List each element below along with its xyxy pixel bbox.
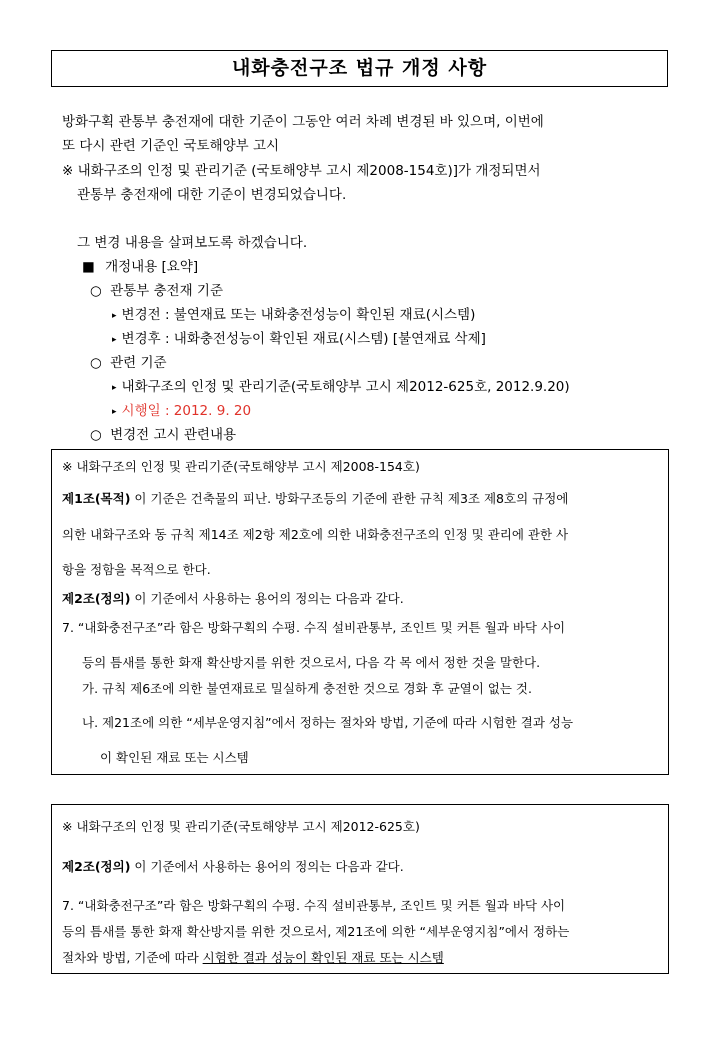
item-before-text: 변경전 : 불연재료 또는 내화충전성능이 확인된 재료(시스템) <box>121 307 476 323</box>
item-after-text: 변경후 : 내화충전성능이 확인된 재료(시스템) [불연재료 삭제] <box>121 331 486 347</box>
new-notice-box <box>51 804 669 974</box>
circle-bullet-icon: ○ <box>90 427 102 443</box>
section-2-title: 관련 기준 <box>110 355 167 371</box>
triangle-bullet-icon: ▸ <box>112 311 117 321</box>
article-2-label: 제2조(정의) <box>62 859 131 874</box>
summary-item-before <box>112 303 475 323</box>
new-definition-7-line-2: 등의 틈새를 통한 화재 확산방지를 위한 것으로서, 제21조에 의한 “세부운영지침”에서 정하는 <box>62 924 570 939</box>
triangle-bullet-icon: ▸ <box>112 407 117 417</box>
old-notice-box <box>51 449 669 775</box>
old-article-1-line-2: 의한 내화구조와 동 규칙 제14조 제2항 제2호에 의한 내화충전구조의 인정 및 관리에 관한 사 <box>62 527 569 542</box>
new-notice-header: ※ 내화구조의 인정 및 관리기준(국토해양부 고시 제2012-625호) <box>62 819 420 834</box>
new-definition-7-line-1: 7. “내화충전구조”라 함은 방화구획의 수평. 수직 설비관통부, 조인트 및 커튼 월과 바닥 사이 <box>62 898 566 913</box>
article-2-label: 제2조(정의) <box>62 591 131 606</box>
summary-section-1 <box>90 279 223 299</box>
old-definition-7-line-1: 7. “내화충전구조”라 함은 방화구획의 수평. 수직 설비관통부, 조인트 및 커튼 월과 바닥 사이 <box>62 620 566 635</box>
intro-line-5: 그 변경 내용을 살펴보도록 하겠습니다. <box>77 235 308 251</box>
old-article-2 <box>62 589 404 607</box>
underlined-requirement: 시험한 결과 성능이 확인된 재료 또는 시스템 <box>202 950 444 965</box>
intro-line-3: ※ 내화구조의 인정 및 관리기준 (국토해양부 고시 제2008-154호)]가 개정되면서 <box>62 163 541 179</box>
effective-date-text: 시행일 : 2012. 9. 20 <box>121 403 252 419</box>
summary-item-standard <box>112 375 570 395</box>
item-standard-text: 내화구조의 인정 및 관리기준(국토해양부 고시 제2012-625호, 2012.9.20) <box>121 379 570 395</box>
circle-bullet-icon: ○ <box>90 355 102 371</box>
old-item-na-line-1: 나. 제21조에 의한 “세부운영지침”에서 정하는 절차와 방법, 기준에 따라 시험한 결과 성능 <box>82 715 574 730</box>
old-article-1 <box>62 489 568 507</box>
square-bullet-icon: ■ <box>82 259 95 275</box>
article-1-label: 제1조(목적) <box>62 491 131 506</box>
circle-bullet-icon: ○ <box>90 283 102 299</box>
intro-line-1: 방화구획 관통부 충전재에 대한 기준이 그동안 여러 차례 변경된 바 있으며, 이번에 <box>62 114 544 130</box>
page-title: 내화충전구조 법규 개정 사항 <box>231 57 488 79</box>
line-3-prefix: 절차와 방법, 기준에 따라 <box>62 950 203 965</box>
summary-item-effective-date <box>112 399 251 419</box>
intro-line-4: 관통부 충전재에 대한 기준이 변경되었습니다. <box>77 187 347 203</box>
old-item-na-line-2: 이 확인된 재료 또는 시스템 <box>100 750 249 765</box>
section-3-title: 변경전 고시 관련내용 <box>110 427 237 443</box>
article-1-text: 이 기준은 건축물의 피난. 방화구조등의 기준에 관한 규칙 제3조 제8호의 규정에 <box>130 491 569 506</box>
section-1-title: 관통부 충전재 기준 <box>110 283 223 299</box>
summary-heading-text: 개정내용 [요약] <box>105 259 199 275</box>
summary-section-3 <box>90 423 236 443</box>
summary-item-after <box>112 327 486 347</box>
summary-heading <box>82 255 198 275</box>
old-notice-header: ※ 내화구조의 인정 및 관리기준(국토해양부 고시 제2008-154호) <box>62 459 420 474</box>
triangle-bullet-icon: ▸ <box>112 383 117 393</box>
new-definition-7-line-3 <box>62 948 444 966</box>
old-item-ga: 가. 규칙 제6조에 의한 불연재료로 밀실하게 충전한 것으로 경화 후 균열이 없는 것. <box>82 681 532 696</box>
old-definition-7-line-2: 등의 틈새를 통한 화재 확산방지를 위한 것으로서, 다음 각 목 에서 정한 것을 말한다. <box>82 655 541 670</box>
article-2-text: 이 기준에서 사용하는 용어의 정의는 다음과 같다. <box>130 859 404 874</box>
title-box <box>51 50 668 87</box>
triangle-bullet-icon: ▸ <box>112 335 117 345</box>
summary-section-2 <box>90 351 167 371</box>
article-2-text: 이 기준에서 사용하는 용어의 정의는 다음과 같다. <box>130 591 404 606</box>
new-article-2 <box>62 857 404 875</box>
old-article-1-line-3: 항을 정함을 목적으로 한다. <box>62 562 211 577</box>
intro-line-2: 또 다시 관련 기준인 국토해양부 고시 <box>62 138 280 154</box>
